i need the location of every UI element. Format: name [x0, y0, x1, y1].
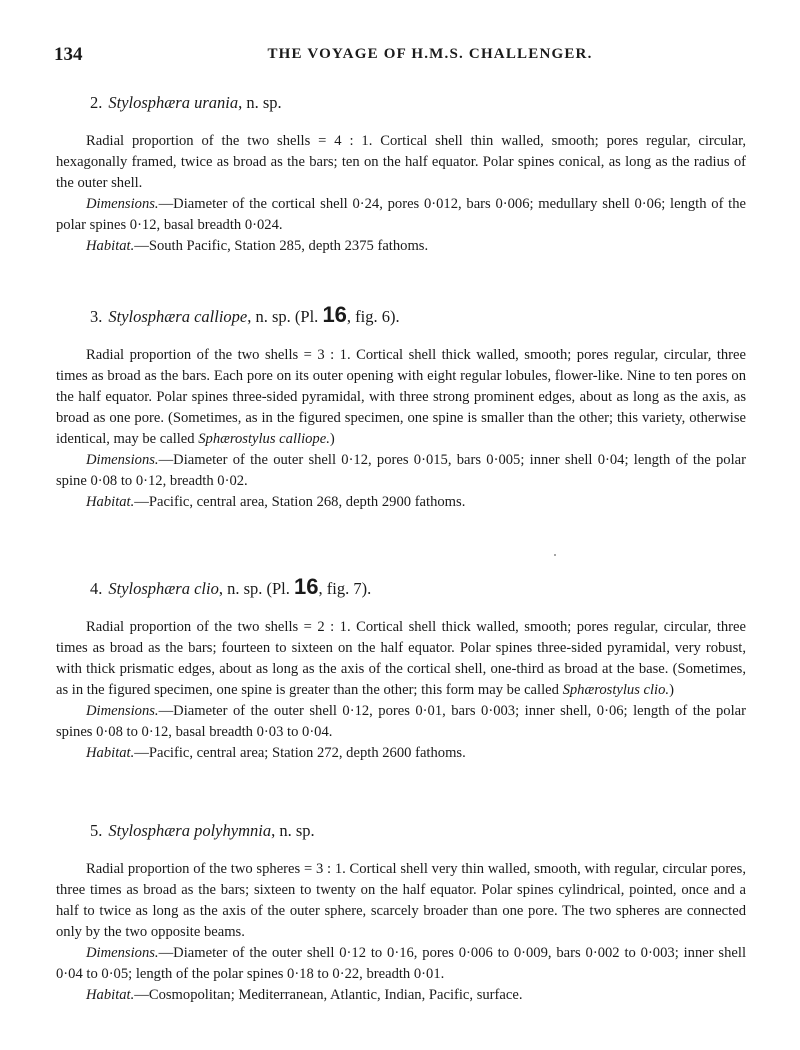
species-number: 4. [90, 579, 103, 598]
habitat-label: Habitat. [86, 238, 135, 254]
habitat-label: Habitat. [86, 745, 135, 761]
plate-reference: (Pl. 16, fig. 6). [294, 302, 400, 327]
habitat-label: Habitat. [86, 494, 135, 510]
species-heading [56, 576, 746, 600]
species-number: 2. [90, 93, 103, 112]
species-description: Radial proportion of the two shells = 3 : 1. Cortical shell thick walled, smooth; pores regular, circular, three times as broad as the bars. Each pore on its outer opening with eight regular lobules, flower-like. Nine to ten pores on the half equator. Polar spines three-sided pyramidal, with three strong prominent edges, about as long as the axis, as broad as one pore. (Sometimes, as in the figured specimen, one spine is smaller than the other; this variety, otherwise identical, may be called Sphærostylus calliope.) [56, 347, 746, 447]
species-name: Stylosphæra urania [108, 93, 239, 112]
dimensions-text: —Diameter of the outer shell 0·12, pores 0·01, bars 0·003; inner shell, 0·06; length of the polar spines 0·08 to 0·12, basal breadth 0·03 to 0·04. [56, 703, 746, 740]
species-dimensions [56, 450, 746, 492]
species-description: Radial proportion of the two shells = 4 : 1. Cortical shell thin walled, smooth; pores regular, circular, hexagonally framed, twice as broad as the bars; ten on the half equator. Polar spines conical, as long as the radius of the outer shell. [56, 133, 746, 191]
dimensions-label: Dimensions. [86, 196, 159, 212]
dimensions-text: —Diameter of the outer shell 0·12 to 0·16, pores 0·006 to 0·009, bars 0·002 to 0·003; inner shell 0·04 to 0·05; length of the polar spines 0·18 to 0·22, breadth 0·01. [56, 945, 746, 982]
species-number: 5. [90, 821, 103, 840]
species-dimensions [56, 943, 746, 985]
plate-number: 16 [322, 302, 347, 327]
species-heading [56, 304, 746, 328]
dimensions-label: Dimensions. [86, 703, 159, 719]
species-name: Stylosphæra calliope [108, 307, 248, 326]
species-entry-polyhymnia [56, 820, 746, 1006]
habitat-text: —Pacific, central area, Station 268, depth 2900 fathoms. [134, 494, 466, 510]
species-habitat [56, 743, 746, 764]
dimensions-text: —Diameter of the outer shell 0·12, pores 0·015, bars 0·005; inner shell 0·04; length of the polar spine 0·08 to 0·12, breadth 0·02. [56, 452, 746, 489]
species-suffix: , n. sp. [247, 307, 291, 326]
plate-reference: (Pl. 16, fig. 7). [266, 574, 372, 599]
habitat-text: —South Pacific, Station 285, depth 2375 fathoms. [134, 238, 429, 254]
plate-number: 16 [294, 574, 319, 599]
habitat-text: —Pacific, central area; Station 272, depth 2600 fathoms. [134, 745, 466, 761]
species-name: Stylosphæra clio [108, 579, 219, 598]
species-dimensions [56, 701, 746, 743]
species-entry-calliope [56, 304, 746, 513]
species-heading [56, 820, 746, 842]
species-number: 3. [90, 307, 103, 326]
habitat-text: —Cosmopolitan; Mediterranean, Atlantic, Indian, Pacific, surface. [134, 987, 523, 1003]
species-suffix: , n. sp. [271, 821, 315, 840]
dimensions-label: Dimensions. [86, 945, 159, 961]
species-suffix: , n. sp. [238, 93, 282, 112]
species-description: Radial proportion of the two shells = 2 : 1. Cortical shell thick walled, smooth; pores regular, circular, three times as broad as the bars; fourteen to sixteen on the half equator. Polar spines three-sided pyramidal, very robust, with thick prismatic edges, about as long as the axis of the cortical shell, one-third as broad at the base. (Sometimes, as in the figured specimen, one spine is greater than the other; this form may be called Sphærostylus clio.) [56, 619, 746, 698]
species-suffix: , n. sp. [218, 579, 263, 598]
species-heading [56, 92, 746, 114]
variety-name: Sphærostylus calliope. [198, 431, 330, 447]
dimensions-label: Dimensions. [86, 452, 159, 468]
page-number: 134 [54, 44, 83, 65]
species-habitat [56, 236, 746, 257]
species-dimensions [56, 194, 746, 236]
page-header [54, 44, 746, 68]
dimensions-text: —Diameter of the cortical shell 0·24, pores 0·012, bars 0·006; medullary shell 0·06; length of the polar spines 0·12, basal breadth 0·024. [56, 196, 746, 233]
species-name: Stylosphæra polyhymnia [108, 821, 272, 840]
variety-name: Sphærostylus clio. [562, 682, 670, 698]
print-speck [554, 554, 556, 556]
habitat-label: Habitat. [86, 987, 135, 1003]
species-entry-clio [56, 576, 746, 764]
species-habitat [56, 492, 746, 513]
running-title: THE VOYAGE OF H.M.S. CHALLENGER. [267, 46, 593, 62]
species-entry-urania [56, 92, 746, 257]
species-habitat [56, 985, 746, 1006]
species-description: Radial proportion of the two spheres = 3 : 1. Cortical shell very thin walled, smooth, with regular, circular pores, three times as broad as the bars; sixteen to twenty on the half equator. Polar spines cylindrical, pointed, once and a half to twice as long as the axis of the outer sphere, scarcely broader than one pore. The two spheres are connected only by the two opposite beams. [56, 861, 746, 940]
